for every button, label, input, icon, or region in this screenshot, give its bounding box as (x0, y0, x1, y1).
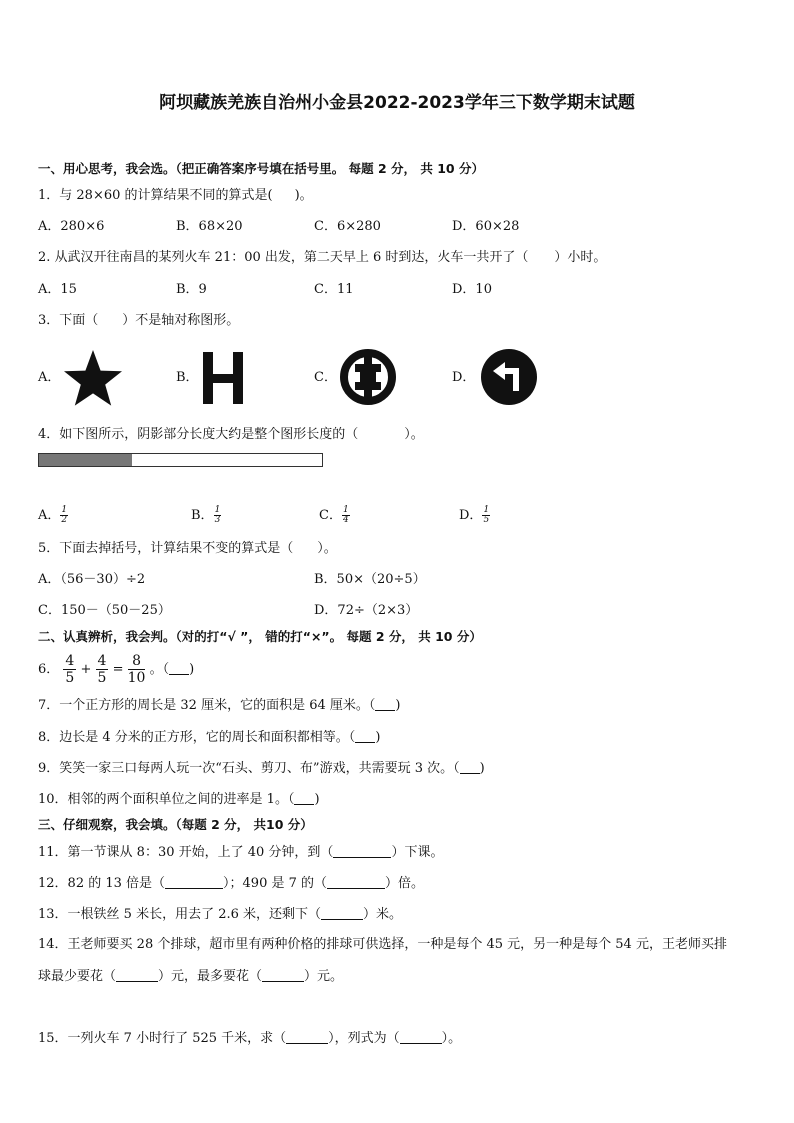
section-3-heading: 三、仔细观察，我会填。（每题 2 分， 共10 分） (38, 817, 313, 832)
q3-option-a-label[interactable]: A． (38, 370, 61, 385)
question-13: 13．一根铁丝 5 米长，用去了 2.6 米，还剩下（ ）米。 (38, 907, 403, 922)
q12-answer-blank-2[interactable] (327, 874, 385, 889)
q3-option-b-label[interactable]: B． (176, 370, 199, 385)
q4-option-c[interactable]: C． $\frac{1}{4}$ (319, 505, 349, 525)
q9-answer-blank[interactable] (460, 759, 480, 774)
fraction-eight-tenths: $\frac{8}{10}$ (127, 653, 146, 686)
question-2: 2. 从武汉开往南昌的某列火车 21：00 出发，第二天早上 6 时到达，火车一共开了（ ）小时。 (38, 250, 607, 265)
q15-answer-blank-1[interactable] (286, 1029, 328, 1044)
q8-answer-blank[interactable] (355, 728, 375, 743)
q5-option-d[interactable]: D．72÷（2×3） (314, 603, 419, 618)
q14-answer-blank-1[interactable] (116, 967, 158, 982)
section-2-heading: 二、认真辨析，我会判。（对的打“√ ”， 错的打“×”。 每题 2 分， 共 10 分） (38, 629, 482, 644)
fraction-one-half: $\frac{1}{2}$ (61, 505, 68, 525)
fraction-one-fifth: $\frac{1}{5}$ (483, 505, 490, 525)
q2-option-b[interactable]: B．9 (176, 282, 207, 297)
fraction-four-fifths-a: $\frac{4}{5}$ (65, 653, 75, 686)
q3-option-d-label[interactable]: D． (452, 370, 476, 385)
section-1-heading: 一、用心思考，我会选。（把正确答案序号填在括号里。 每题 2 分， 共 10 分） (38, 161, 484, 176)
q1-option-d[interactable]: D．60×28 (452, 219, 520, 234)
q6-answer-blank[interactable] (169, 660, 189, 675)
question-14-line-1: 14．王老师要买 28 个排球，超市里有两种价格的排球可供选择，一种是每个 45 元，另一种是每个 54 元，王老师买排 (38, 937, 727, 952)
star-icon[interactable] (62, 348, 124, 408)
q4-option-a[interactable]: A． $\frac{1}{2}$ (38, 505, 68, 525)
fraction-four-fifths-b: $\frac{4}{5}$ (97, 653, 107, 686)
q5-option-b[interactable]: B．50×（20÷5） (314, 572, 426, 587)
question-4: 4．如下图所示，阴影部分长度大约是整个图形长度的（ ）。 (38, 427, 424, 442)
question-15: 15．一列火车 7 小时行了 525 千米，求（ ），列式为（ ）。 (38, 1031, 462, 1046)
q12-answer-blank-1[interactable] (165, 874, 223, 889)
question-14-line-2: 球最少要花（ ）元，最多要花（ ）元。 (38, 969, 344, 984)
shaded-portion (39, 454, 132, 466)
question-11: 11．第一节课从 8：30 开始，上了 40 分钟，到（ ）下课。 (38, 845, 444, 860)
question-8: 8．边长是 4 分米的正方形，它的周长和面积都相等。（ ) (38, 730, 381, 745)
fraction-one-quarter: $\frac{1}{4}$ (342, 505, 349, 525)
bank-logo-icon[interactable] (338, 347, 398, 407)
q5-option-c[interactable]: C．150－（50－25） (38, 603, 171, 618)
question-7: 7．一个正方形的周长是 32 厘米，它的面积是 64 厘米。（ ) (38, 698, 401, 713)
question-12: 12．82 的 13 倍是（ ）；490 是 7 的（ ）倍。 (38, 876, 425, 891)
q2-option-d[interactable]: D．10 (452, 282, 492, 297)
q14-answer-blank-2[interactable] (262, 967, 304, 982)
q15-answer-blank-2[interactable] (400, 1029, 442, 1044)
q13-answer-blank[interactable] (321, 905, 363, 920)
q2-option-c[interactable]: C．11 (314, 282, 354, 297)
fraction-one-third: $\frac{1}{3}$ (214, 505, 221, 525)
q7-answer-blank[interactable] (375, 696, 395, 711)
q1-option-a[interactable]: A．280×6 (38, 219, 105, 234)
q4-option-b[interactable]: B． $\frac{1}{3}$ (191, 505, 221, 525)
question-10: 10．相邻的两个面积单位之间的进率是 1。（ ) (38, 792, 320, 807)
question-3: 3．下面（ ）不是轴对称图形。 (38, 313, 240, 328)
q10-answer-blank[interactable] (294, 790, 314, 805)
q1-option-b[interactable]: B．68×20 (176, 219, 243, 234)
page-title: 阿坝藏族羌族自治州小金县2022-2023学年三下数学期末试题 (159, 93, 635, 113)
q11-answer-blank[interactable] (333, 843, 391, 858)
question-6: 6． $\frac{4}{5}$ + $\frac{4}{5}$ = $\frac{8}{10}$ 。（ ) (38, 653, 195, 686)
length-bar (38, 453, 323, 467)
q1-option-c[interactable]: C．6×280 (314, 219, 381, 234)
q3-option-c-label[interactable]: C． (314, 370, 337, 385)
question-9: 9．笑笑一家三口每两人玩一次“石头、剪刀、布”游戏，共需要玩 3 次。（ ) (38, 761, 485, 776)
letter-h-icon[interactable] (200, 350, 246, 406)
q2-option-a[interactable]: A．15 (38, 282, 77, 297)
turn-left-sign-icon[interactable] (479, 347, 539, 407)
q5-option-a[interactable]: A．（56－30）÷2 (38, 572, 146, 587)
q4-option-d[interactable]: D． $\frac{1}{5}$ (459, 505, 490, 525)
question-5: 5．下面去掉括号，计算结果不变的算式是（ ）。 (38, 541, 337, 556)
question-1: 1．与 28×60 的计算结果不同的算式是( )。 (38, 188, 313, 203)
